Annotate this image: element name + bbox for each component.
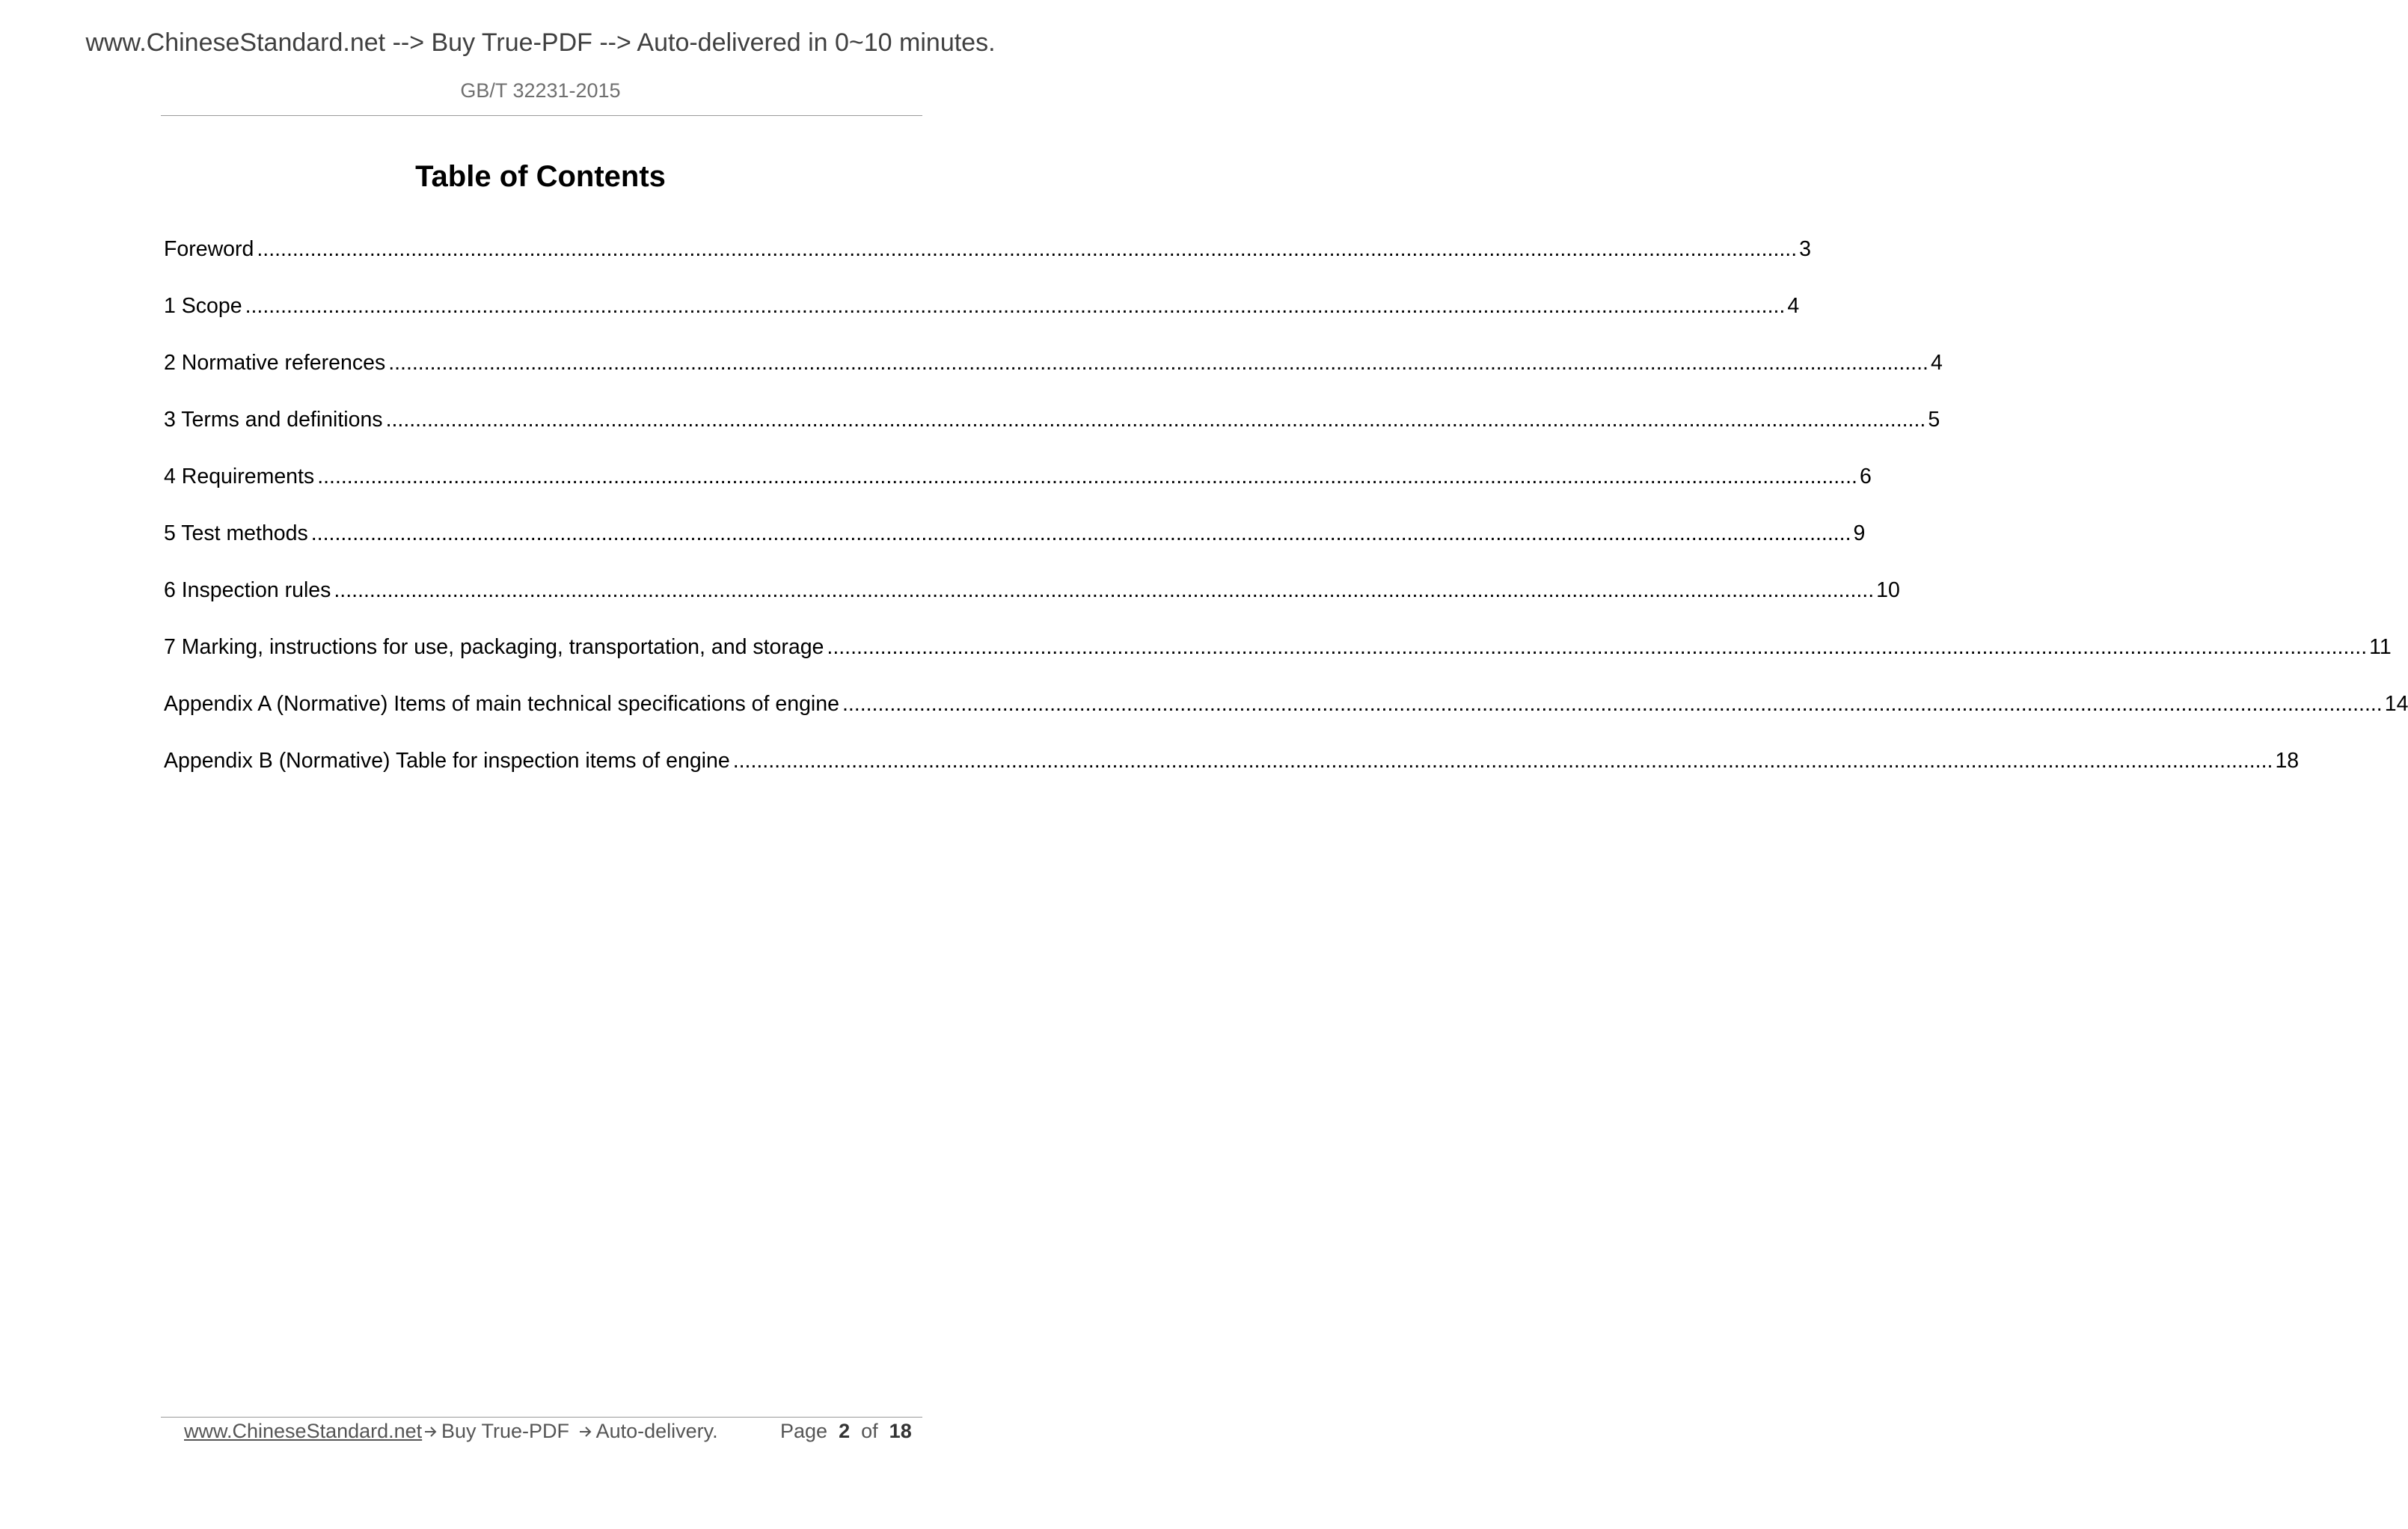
toc-entry[interactable] [164, 688, 2408, 745]
toc-entry-page: 11 [2369, 635, 2392, 659]
current-page-number: 2 [839, 1420, 851, 1442]
toc-entry-label[interactable]: 5 Test methods [164, 521, 308, 545]
toc-entry-label[interactable]: 2 Normative references [164, 351, 386, 375]
right-arrow-icon [423, 1424, 438, 1439]
footer-divider [161, 1417, 922, 1418]
toc-dot-leader: .................................................................................................................................................................................................................................................................... [310, 521, 1851, 545]
toc-dot-leader: .................................................................................................................................................................................................................................................................... [842, 692, 2383, 716]
toc-entry-label[interactable]: Appendix B (Normative) Table for inspection items of engine [164, 749, 730, 773]
of-word: of [861, 1420, 878, 1442]
toc-entry[interactable] [164, 518, 1866, 574]
right-arrow-icon [578, 1424, 593, 1439]
footer-buy-text: Buy True-PDF [441, 1420, 570, 1442]
footer-tagline [420, 1420, 718, 1443]
toc-entry[interactable] [164, 745, 2300, 802]
page-footer [184, 1420, 910, 1450]
toc-dot-leader: .................................................................................................................................................................................................................................................................... [317, 465, 1857, 488]
toc-list [164, 233, 2408, 802]
toc-entry[interactable] [164, 631, 2392, 688]
toc-dot-leader: .................................................................................................................................................................................................................................................................... [245, 294, 1786, 318]
toc-entry-label[interactable]: Appendix A (Normative) Items of main technical specifications of engine [164, 692, 839, 716]
toc-entry-label[interactable]: Foreword [164, 237, 254, 261]
page-indicator [780, 1420, 912, 1443]
toc-dot-leader: .................................................................................................................................................................................................................................................................... [257, 237, 1798, 261]
toc-entry[interactable] [164, 347, 1943, 404]
toc-entry[interactable] [164, 461, 1872, 518]
toc-entry[interactable] [164, 233, 1811, 290]
toc-dot-leader: .................................................................................................................................................................................................................................................................... [385, 408, 1926, 432]
total-page-count: 18 [889, 1420, 912, 1442]
toc-entry[interactable] [164, 574, 1900, 631]
toc-entry-page: 14 [2384, 692, 2408, 716]
top-banner: www.ChineseStandard.net --> Buy True-PDF --> Auto-delivered in 0~10 minutes. [85, 28, 996, 57]
toc-title: Table of Contents [415, 160, 666, 193]
toc-entry-label[interactable]: 6 Inspection rules [164, 578, 331, 602]
toc-entry-label[interactable]: 4 Requirements [164, 465, 315, 488]
document-code: GB/T 32231-2015 [460, 79, 621, 102]
toc-entry[interactable] [164, 404, 1940, 461]
toc-entry-page: 18 [2275, 749, 2300, 773]
toc-entry-label[interactable]: 7 Marking, instructions for use, packaging, transportation, and storage [164, 635, 824, 659]
page-word: Page [780, 1420, 828, 1442]
footer-site-link[interactable]: www.ChineseStandard.net [184, 1420, 423, 1442]
header-divider [161, 115, 922, 116]
toc-entry[interactable] [164, 290, 1800, 347]
toc-dot-leader: .................................................................................................................................................................................................................................................................... [388, 351, 1928, 375]
toc-entry-label[interactable]: 1 Scope [164, 294, 242, 318]
toc-entry-page: 5 [1928, 408, 1940, 432]
toc-dot-leader: .................................................................................................................................................................................................................................................................... [732, 749, 2273, 773]
toc-entry-page: 9 [1853, 521, 1866, 545]
toc-entry-page: 3 [1799, 237, 1811, 261]
toc-entry-page: 4 [1787, 294, 1800, 318]
toc-entry-page: 4 [1930, 351, 1943, 375]
toc-entry-page: 10 [1876, 578, 1900, 602]
toc-dot-leader: .................................................................................................................................................................................................................................................................... [334, 578, 1875, 602]
toc-entry-page: 6 [1859, 465, 1872, 488]
toc-entry-label[interactable]: 3 Terms and definitions [164, 408, 383, 432]
footer-delivery-text: Auto-delivery. [595, 1420, 718, 1442]
toc-dot-leader: .................................................................................................................................................................................................................................................................... [827, 635, 2368, 659]
